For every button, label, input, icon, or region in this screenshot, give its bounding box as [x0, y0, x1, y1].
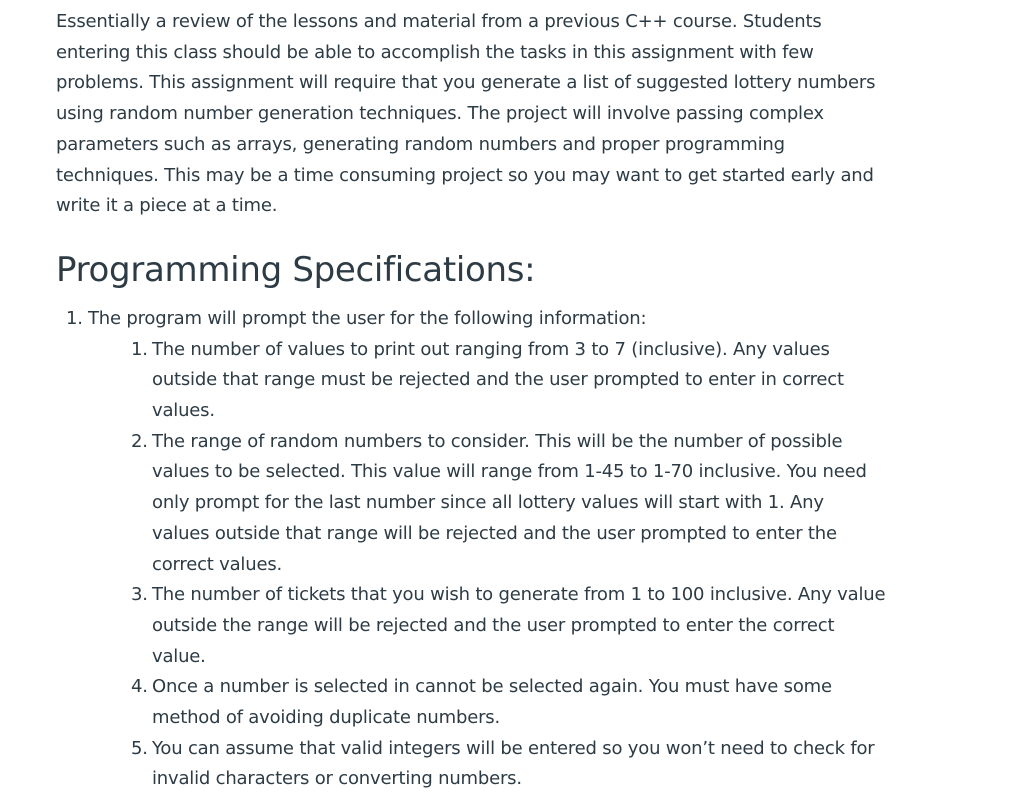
sublist-item-2 [120, 427, 886, 581]
list-item-text: The program will prompt the user for the following information: [88, 307, 647, 329]
list-item-text: The range of random numbers to consider. This will be the number of possible values to be selected. This value will range from 1-45 to 1-70 inclusive. You need only prompt for the last number since all lottery values will start with 1. Any values outside that range will be rejected and the user prompted to enter the correct values. [152, 430, 867, 575]
sublist-item-4 [120, 672, 886, 733]
spec-item-1 [56, 304, 886, 795]
list-item-text: You can assume that valid integers will be entered so you won’t need to check for invalid characters or converting numbers. [152, 737, 875, 790]
list-number: 2. [131, 430, 148, 452]
list-number: 1. [131, 338, 148, 360]
specifications-list [56, 304, 886, 795]
list-number: 3. [131, 584, 148, 606]
list-number: 1. [66, 307, 83, 329]
list-number: 4. [131, 676, 148, 698]
list-item-text: The number of tickets that you wish to generate from 1 to 100 inclusive. Any value outside the range will be rejected and the user prompted to enter the correct value. [152, 584, 886, 667]
section-heading: Programming Specifications: [56, 249, 536, 290]
list-number: 5. [131, 737, 148, 759]
sublist-item-1 [120, 335, 886, 427]
list-item-text: Once a number is selected in cannot be selected again. You must have some method of avoiding duplicate numbers. [152, 676, 832, 729]
sublist-item-3 [120, 580, 886, 672]
sublist-item-5 [120, 734, 886, 795]
list-item-text: The number of values to print out ranging from 3 to 7 (inclusive). Any values outside that range must be rejected and the user prompted to enter in correct values. [152, 338, 844, 422]
intro-paragraph: Essentially a review of the lessons and material from a previous C++ course. Students entering this class should be able to accomplish the tasks in this assignment with few problems. This assignment will require that you generate a list of suggested lottery numbers using random number generation techniques. The project will involve passing complex parameters such as arrays, generating random numbers and proper programming techniques. This may be a time consuming project so you may want to get started early and write it a piece at a time. [56, 11, 876, 217]
prompt-sublist [120, 335, 886, 795]
assignment-content [56, 7, 886, 795]
